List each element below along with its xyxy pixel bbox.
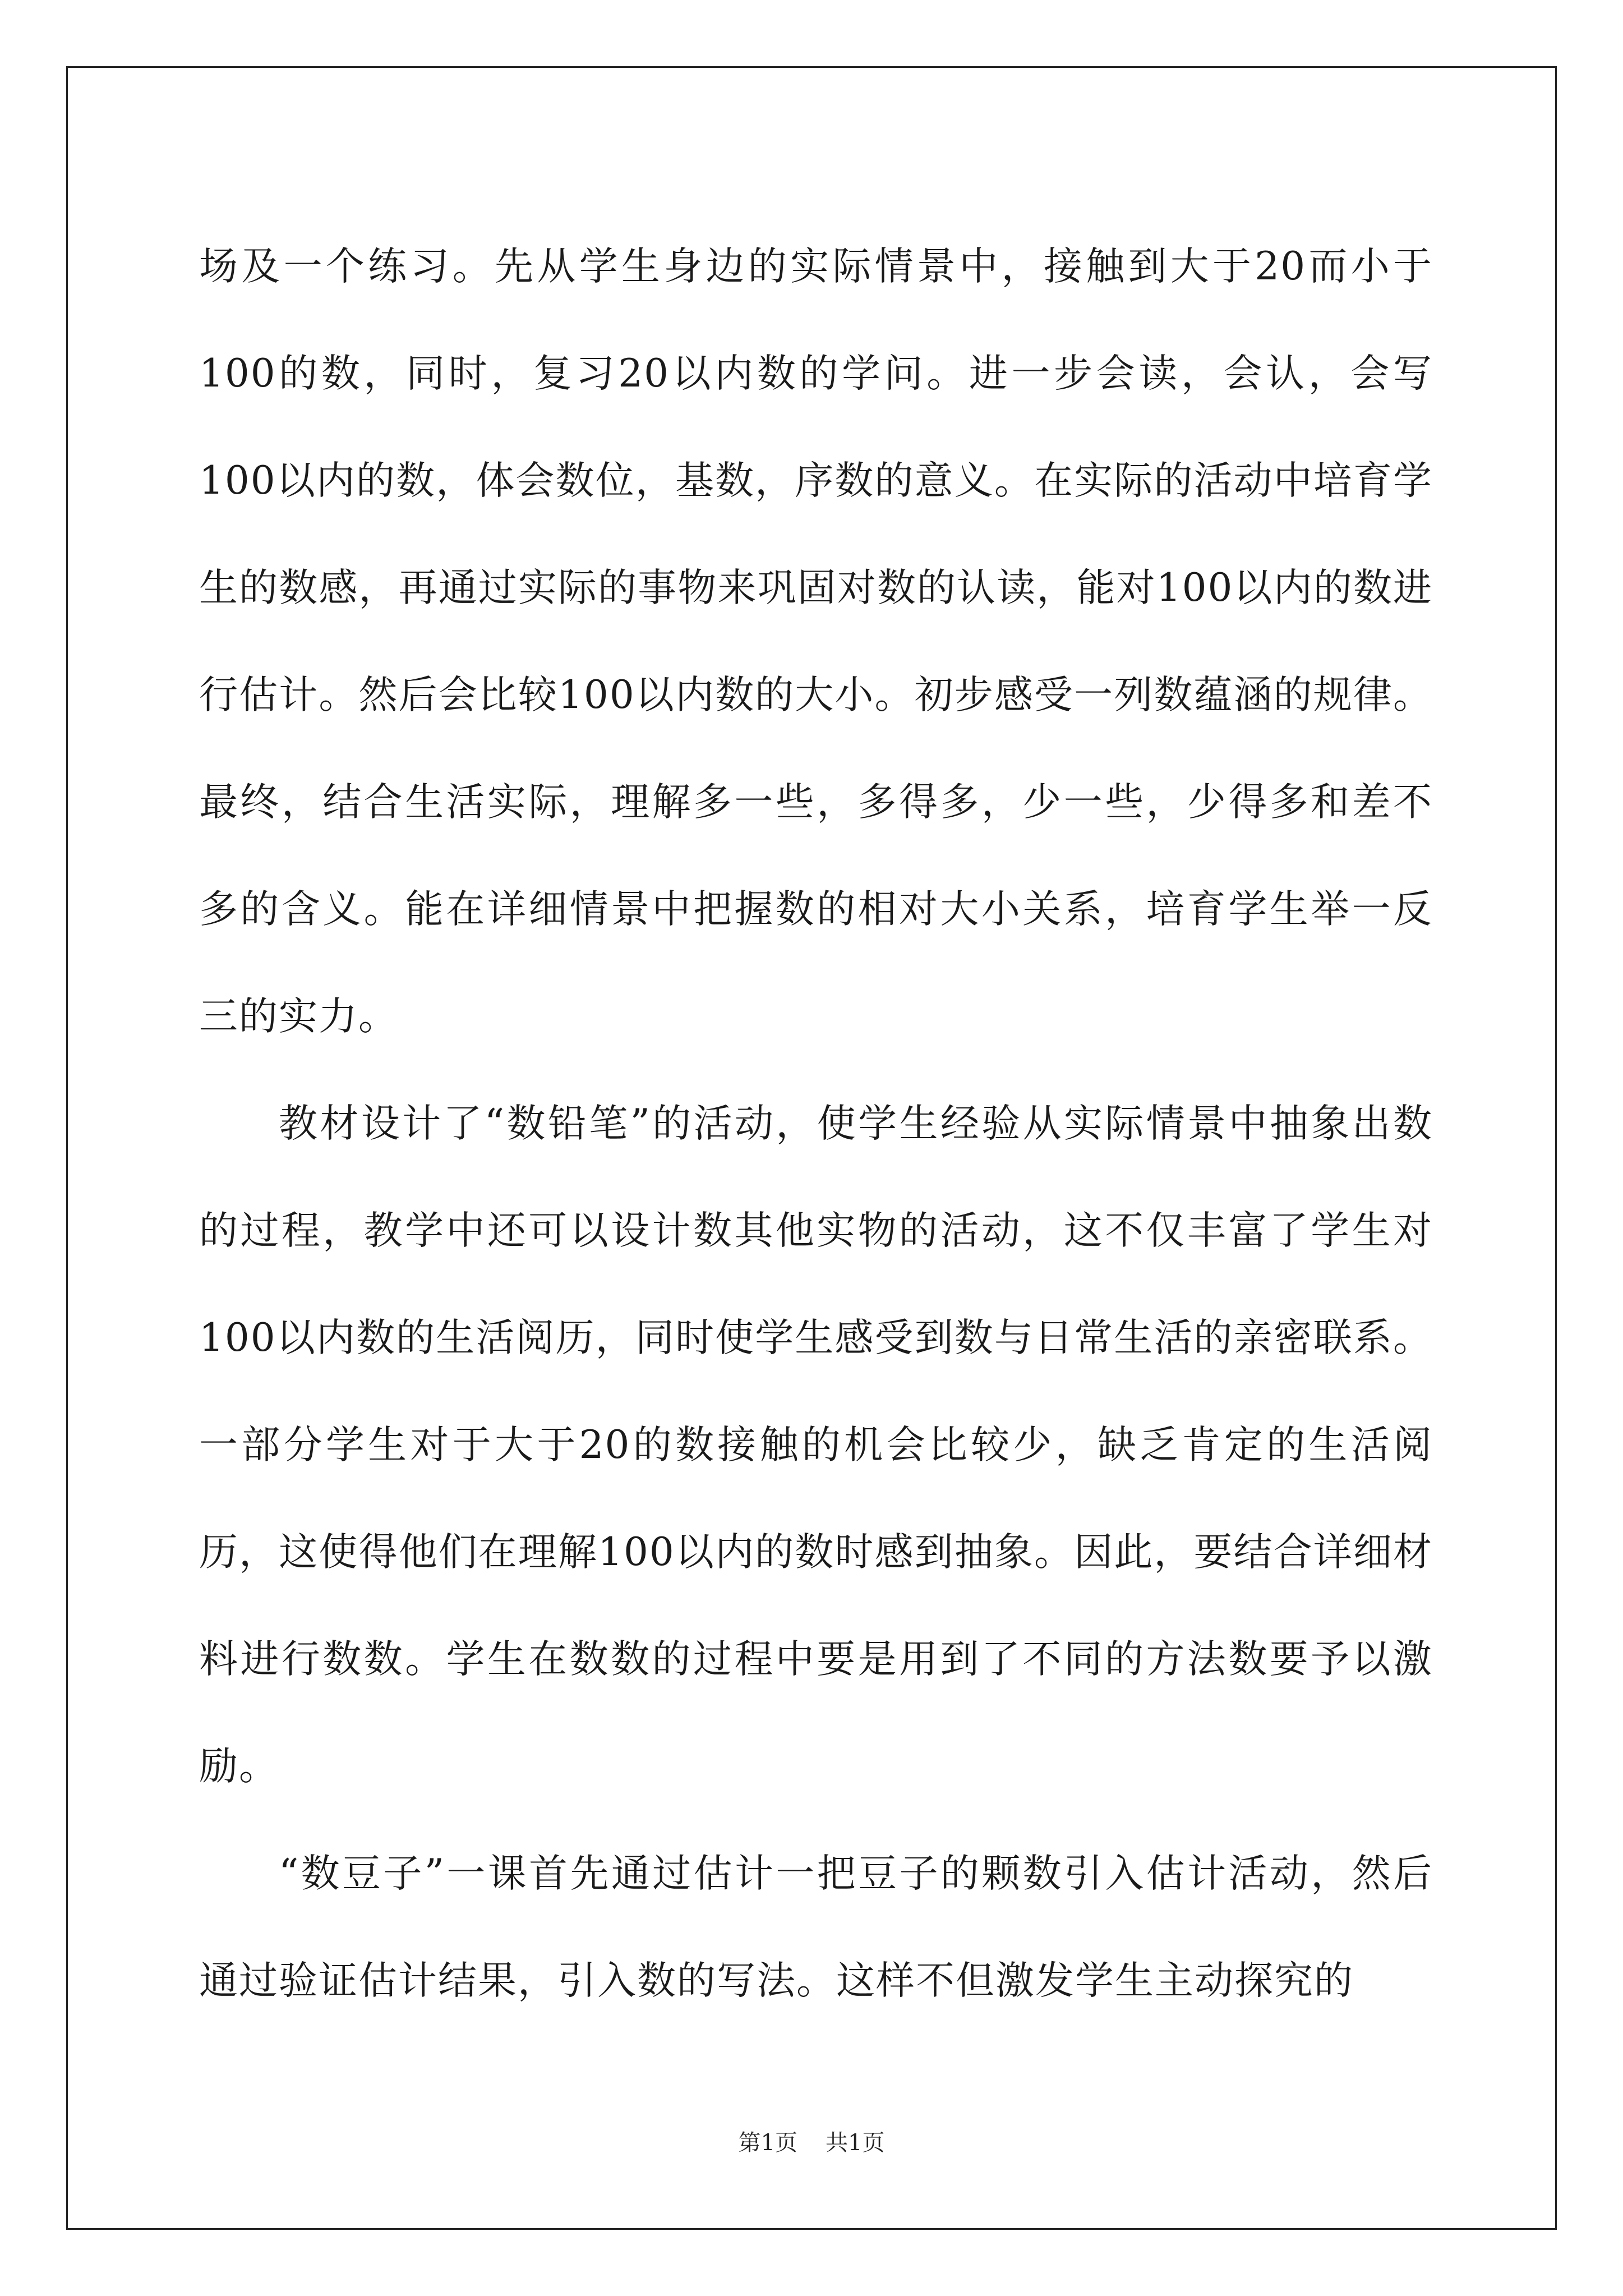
paragraph-2: 教材设计了“数铅笔”的活动，使学生经验从实际情景中抽象出数的过程，教学中还可以设计数其他实物的活动，这不仅丰富了学生对100以内数的生活阅历，同时使学生感受到数与日常生活的亲密联系。一部分学生对于大于20的数接触的机会比较少，缺乏肯定的生活阅历，这使得他们在理解100以内的数时感到抽象。因此，要结合详细材料进行数数。学生在数数的过程中要是用到了不同的方法数要予以激励。 bbox=[199, 1101, 1433, 1789]
page-number-current: 第1页 bbox=[738, 2130, 797, 2156]
paragraph-1: 场及一个练习。先从学生身边的实际情景中，接触到大于20而小于100的数，同时，复习20以内数的学问。进一步会读，会认，会写100以内的数，体会数位，基数，序数的意义。在实际的活动中培育学生的数感，再通过实际的事物来巩固对数的认读，能对100以内的数进行估计。然后会比较100以内数的大小。初步感受一列数蕴涵的规律。最终，结合生活实际，理解多一些，多得多，少一些，少得多和差不多的含义。能在详细情景中把握数的相对大小关系，培育学生举一反三的实力。 bbox=[199, 244, 1433, 1039]
page-number-total: 共1页 bbox=[826, 2130, 885, 2156]
document-body bbox=[199, 213, 1433, 2035]
page-footer bbox=[0, 2126, 1623, 2160]
paragraph-3: “数豆子”一课首先通过估计一把豆子的颗数引入估计活动，然后通过验证估计结果，引入数的写法。这样不但激发学生主动探究的 bbox=[199, 1851, 1433, 2003]
